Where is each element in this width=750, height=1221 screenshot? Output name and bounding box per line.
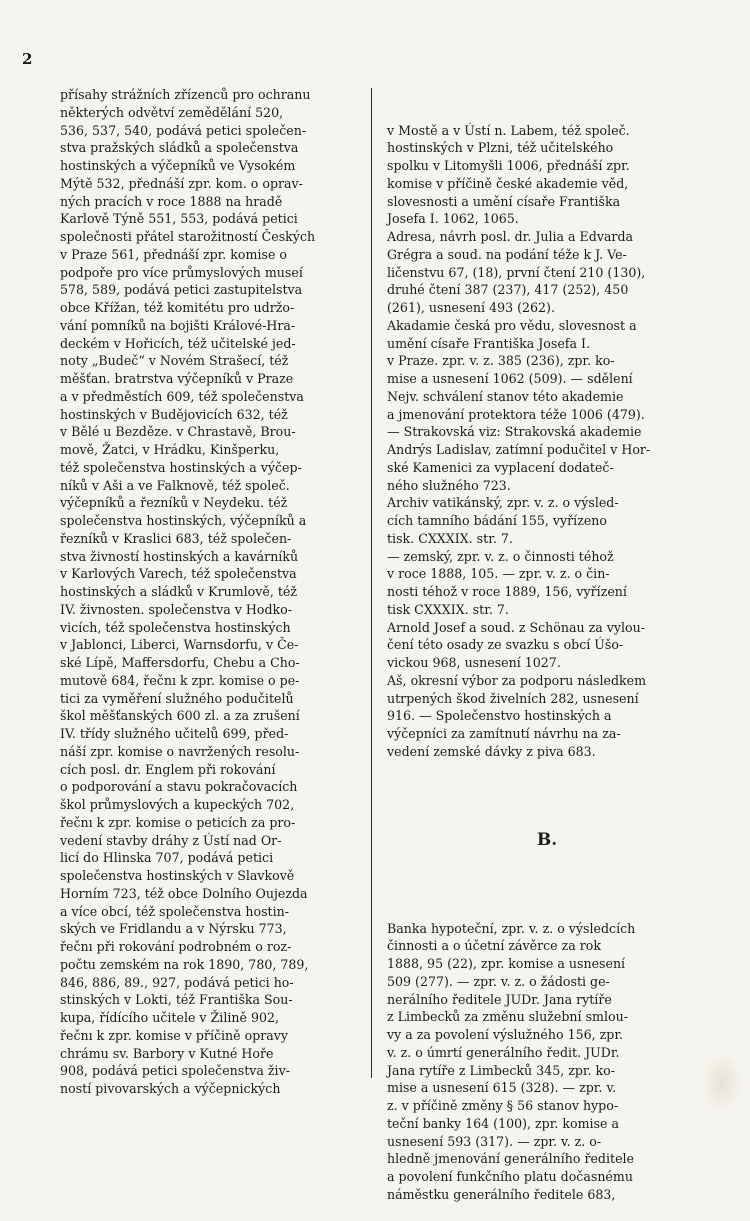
text-line: v Karlových Varech, též společenstva xyxy=(60,566,297,582)
text-line: cích posl. dr. Englem při rokování xyxy=(60,761,276,777)
text-line: škol měšťanských 600 zl. a za zrušení xyxy=(60,708,300,724)
text-line: Josefa I. 1062, 1065. xyxy=(387,211,519,227)
text-line: nerálního ředitele JUDr. Jana rytíře xyxy=(387,991,612,1007)
text-line: stva pražských sládků a společenstva xyxy=(60,140,299,156)
text-line: a povolení funkčního platu dočasnému xyxy=(387,1169,633,1184)
text-line: noty „Budeč“ v Novém Strašecí, též xyxy=(60,353,289,369)
text-line: 908, podává petici společenstva živ- xyxy=(60,1063,290,1079)
text-line: podpoře pro více průmyslových museí xyxy=(60,264,303,280)
text-line: též společenstva hostinských a výčep- xyxy=(60,459,302,475)
text-line: stva živností hostinských a kavárníků xyxy=(60,548,299,564)
text-line: hostinských v Budějovicích 632, též xyxy=(60,406,288,422)
text-line: IV. třídy služného učitelů 699, před- xyxy=(60,726,289,741)
text-line: — Strakovská viz: Strakovská akademie xyxy=(387,424,642,440)
text-line: (261), usnesení 493 (262). xyxy=(387,300,555,315)
text-line: řečnı k zpr. komise o peticích za pro- xyxy=(60,814,296,830)
text-line: ného služného 723. xyxy=(387,477,511,493)
text-line: ské Kamenici za vyplacení dodateč- xyxy=(387,459,614,475)
text-line: vedení zemské dávky z piva 683. xyxy=(387,743,596,759)
text-line: Andrýs Ladislav, zatímní podučitel v Hor- xyxy=(387,442,651,457)
text-line: Archiv vatikánský, zpr. v. z. o výsled- xyxy=(387,495,619,511)
page-number: 2 xyxy=(22,50,33,68)
text-line: vicích, též společenstva hostinských xyxy=(60,619,291,635)
text-line: řečnı k zpr. komise v příčině opravy xyxy=(60,1027,289,1043)
text-line: Karlově Týně 551, 553, podává petici xyxy=(60,211,298,227)
text-line: 578, 589, podává petici zastupitelstva xyxy=(60,282,303,298)
text-line: — zemský, zpr. v. z. o činnosti téhož xyxy=(387,548,614,564)
text-line: v roce 1888, 105. — zpr. v. z. o čin- xyxy=(387,566,610,582)
text-line: některých odvětví zemědělání 520, xyxy=(60,104,284,120)
text-line: cích tamního bádání 155, vyřízeno xyxy=(387,513,607,528)
text-line: Adresa, návrh posl. dr. Julia a Edvarda xyxy=(387,229,634,244)
text-line: v Praze 561, přednáší zpr. komise o xyxy=(60,246,287,262)
text-line: hostinských v Plzni, též učitelského xyxy=(387,140,614,156)
column-divider xyxy=(371,88,372,1078)
text-line: nosti téhož v roce 1889, 156, vyřízení xyxy=(387,584,627,599)
text-line: ličenstvu 67, (18), první čtení 210 (130), xyxy=(387,264,646,280)
text-line: Horním 723, též obce Dolního Oujezda xyxy=(60,885,308,901)
text-line: vy a za povolení výslužného 156, zpr. xyxy=(387,1027,623,1042)
text-line: Banka hypoteční, zpr. v. z. o výsledcích xyxy=(387,920,636,936)
text-line: stinských v Lokti, též Františka Sou- xyxy=(60,992,293,1008)
text-line: náší zpr. komise o navržených resolu- xyxy=(60,743,300,759)
text-line: Nejv. schválení stanov této akademie xyxy=(387,388,624,404)
text-line: společenstva hostinských, výčepníků a xyxy=(60,513,307,528)
left-column xyxy=(60,86,360,1098)
section-heading: B. xyxy=(536,830,558,850)
text-line: v Jablonci, Liberci, Warnsdorfu, v Če- xyxy=(60,637,299,653)
text-line: 916. — Společenstvo hostinských a xyxy=(387,708,612,724)
text-line: Akadamie česká pro vědu, slovesnost a xyxy=(387,317,637,333)
text-line: počtu zemském na rok 1890, 780, 789, xyxy=(60,956,309,972)
text-line: kupa, řídícího učitele v Žilině 902, xyxy=(60,1010,279,1025)
right-column xyxy=(387,86,707,1221)
text-line: výčepníci za zamítnutí návrhu na za- xyxy=(387,726,621,741)
text-line: měšťan. bratrstva výčepníků v Praze xyxy=(60,371,294,386)
text-line: usnesení 593 (317). — zpr. v. z. o- xyxy=(387,1133,602,1149)
text-line: 1888, 95 (22), zpr. komise a usnesení xyxy=(387,956,626,971)
text-line: vickou 968, usnesení 1027. xyxy=(387,655,561,670)
text-line: z Limbecků za změnu služební smlou- xyxy=(387,1009,628,1025)
text-line: a jmenování protektora téže 1006 (479). xyxy=(387,406,645,422)
text-line: obce Křížan, též komitétu pro udržo- xyxy=(60,300,295,315)
text-line: mise a usnesení 1062 (509). — sdělení xyxy=(387,371,633,386)
text-line: Jana rytíře z Limbecků 345, zpr. ko- xyxy=(387,1062,616,1078)
text-line: řezníků v Kraslici 683, též společen- xyxy=(60,530,292,546)
text-line: Aš, okresní výbor za podporu následkem xyxy=(387,672,647,688)
right-column-bottom xyxy=(387,920,707,1204)
text-line: ností pivovarských a výčepnických xyxy=(60,1081,281,1096)
text-line: 846, 886, 89., 927, podává petici ho- xyxy=(60,974,294,990)
text-line: výčepníků a řezníků v Neydeku. též xyxy=(60,495,288,511)
text-line: tici za vyměření služného podučitelů xyxy=(60,690,294,706)
text-line: hostinských a výčepníků ve Vysokém xyxy=(60,158,296,173)
text-line: hledně jmenování generálního ředitele xyxy=(387,1151,635,1167)
text-line: přísahy strážních zřízenců pro ochranu xyxy=(60,87,311,102)
text-line: komise v příčině české akademie věd, xyxy=(387,175,629,191)
text-line: spolku v Litomyšli 1006, přednáší zpr. xyxy=(387,158,630,173)
text-line: IV. živnosten. společenstva v Hodko- xyxy=(60,601,293,617)
text-line: 509 (277). — zpr. v. z. o žádosti ge- xyxy=(387,973,610,989)
text-line: druhé čtení 387 (237), 417 (252), 450 xyxy=(387,282,629,298)
text-line: společenstva hostinských v Slavkově xyxy=(60,868,295,883)
text-line: činnosti a o účetní závěrce za rok xyxy=(387,938,601,954)
text-line: hostinských a sládků v Krumlově, též xyxy=(60,584,297,599)
text-line: utrpených škod živelních 282, usnesení xyxy=(387,690,639,706)
text-line: umění císaře Františka Josefa I. xyxy=(387,335,590,351)
text-line: společnosti přátel starožitností Českých xyxy=(60,229,316,244)
text-line: chrámu sv. Barbory v Kutné Hoře xyxy=(60,1045,274,1061)
text-line: z. v příčině změny § 56 stanov hypo- xyxy=(387,1098,619,1113)
text-line: a v předměstích 609, též společenstva xyxy=(60,388,304,404)
text-line: níků v Aši a ve Falknově, též společ. xyxy=(60,477,290,493)
text-line: v Praze. zpr. v. z. 385 (236), zpr. ko- xyxy=(387,353,615,369)
right-column-top xyxy=(387,122,707,761)
text-line: v Mostě a v Ústí n. Labem, též společ. xyxy=(387,122,630,138)
text-line: 536, 537, 540, podává petici společen- xyxy=(60,122,307,138)
text-line: vedení stavby dráhy z Ústí nad Or- xyxy=(60,832,282,848)
text-line: mutově 684, řečnı k zpr. komise o pe- xyxy=(60,672,300,688)
paper-stain xyxy=(702,1053,742,1113)
text-line: čení této osady ze svazku s obcí Úšo- xyxy=(387,637,624,653)
text-line: tisk. CXXXIX. str. 7. xyxy=(387,530,513,546)
text-line: tisk CXXXIX. str. 7. xyxy=(387,601,509,617)
text-line: mise a usnesení 615 (328). — zpr. v. xyxy=(387,1080,617,1096)
text-line: ných pracích v roce 1888 na hradě xyxy=(60,193,283,209)
text-line: deckém v Hořicích, též učitelské jed- xyxy=(60,335,296,351)
text-line: náměstku generálního ředitele 683, xyxy=(387,1186,616,1202)
text-line: o podporování a stavu pokračovacích xyxy=(60,779,298,795)
text-line: teční banky 164 (100), zpr. komise a xyxy=(387,1115,619,1131)
text-line: vání pomníků na bojišti Králové-Hra- xyxy=(60,317,296,333)
text-line: v. z. o úmrtí generálního ředit. JUDr. xyxy=(387,1044,620,1060)
text-line: slovesnosti a umění císaře Františka xyxy=(387,193,621,209)
text-line: a více obcí, též společenstva hostin- xyxy=(60,903,290,919)
text-line: mově, Žatci, v Hrádku, Kinšperku, xyxy=(60,442,280,457)
text-line: Mýtě 532, přednáší zpr. kom. o oprav- xyxy=(60,175,303,191)
text-line: ské Lípě, Maffersdorfu, Chebu a Cho- xyxy=(60,655,300,670)
text-line: Grégra a soud. na podání téže k J. Ve- xyxy=(387,246,627,262)
text-line: ských ve Fridlandu a v Nýrsku 773, xyxy=(60,921,287,937)
text-line: Arnold Josef a soud. z Schönau za vylou- xyxy=(387,619,645,635)
text-line: škol průmyslových a kupeckých 702, xyxy=(60,797,295,812)
text-line: licí do Hlinska 707, podává petici xyxy=(60,850,274,866)
text-line: řečnı při rokování podrobném o roz- xyxy=(60,939,292,954)
text-line: v Bělé u Bezděze. v Chrastavě, Brou- xyxy=(60,424,296,440)
